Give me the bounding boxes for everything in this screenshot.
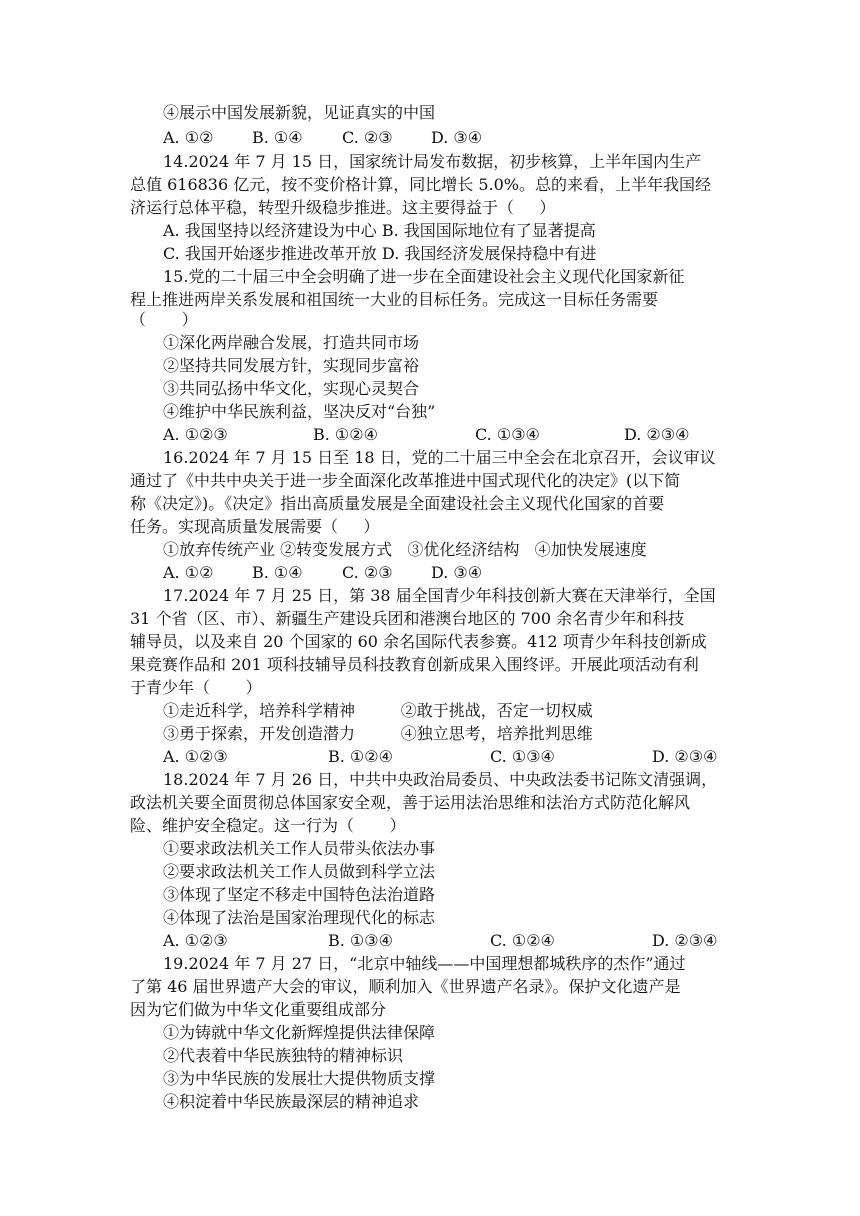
question-15-line: 15.党的二十届三中全会明确了进一步在全面建设社会主义现代化国家新征	[163, 267, 685, 286]
text-line: 果竞赛作品和 201 项科技辅导员科技教育创新成果入围终评。开展此项活动有利	[130, 655, 699, 674]
statement-3: ③为中华民族的发展壮大提供物质支撑	[163, 1069, 436, 1088]
statements-line: ③勇于探索，开发创造潜力 ④独立思考，培养批判思维	[163, 724, 593, 743]
option-a: A. ①②	[163, 128, 214, 147]
statement-3: ③共同弘扬中华文化，实现心灵契合	[163, 379, 420, 398]
question-19-line: 19.2024 年 7 月 27 日，“北京中轴线——中国理想都城秩序的杰作”通过	[163, 954, 686, 973]
statement-4: ④体现了法治是国家治理现代化的标志	[163, 908, 436, 927]
answer-options	[0, 563, 860, 585]
option-c: C. ②③	[342, 563, 393, 582]
question-18-line: 18.2024 年 7 月 26 日，中共中央政治局委员、中央政法委书记陈文清强调，	[163, 770, 718, 789]
statement-2: ②要求政法机关工作人员做到科学立法	[163, 862, 436, 881]
text-line: 程上推进两岸关系发展和祖国统一大业的目标任务。完成这一目标任务需要	[130, 290, 659, 309]
option-d: D. ②③④	[652, 747, 718, 766]
question-14-line: 14.2024 年 7 月 15 日，国家统计局发布数据，初步核算，上半年国内生产	[163, 152, 702, 171]
statement-2: ②代表着中华民族独特的精神标识	[163, 1046, 404, 1065]
text-line: 通过了《中共中央关于进一步全面深化改革推进中国式现代化的决定》(以下简	[130, 471, 681, 490]
text-line: 济运行总体平稳，转型升级稳步推进。这主要得益于（ ）	[130, 198, 556, 217]
text-line: 任务。实现高质量发展需要（ ）	[130, 517, 380, 536]
statements-line: ①放弃传统产业 ②转变发展方式 ③优化经济结构 ④加快发展速度	[163, 540, 647, 559]
text-line: 31 个省（区、市）、新疆生产建设兵团和港澳台地区的 700 余名青少年和科技	[130, 609, 685, 628]
option-c: C. ②③	[342, 128, 393, 147]
question-16-line: 16.2024 年 7 月 15 日至 18 日，党的二十届三中全会在北京召开，会议审议	[163, 448, 716, 467]
answer-options	[0, 128, 860, 150]
text-line: 称《决定》)。《决定》指出高质量发展是全面建设社会主义现代化国家的首要	[130, 494, 665, 513]
statement-1: ①深化两岸融合发展，打造共同市场	[163, 333, 420, 352]
statement-4: ④维护中华民族利益，坚决反对“台独”	[163, 402, 436, 421]
option-line: A. 我国坚持以经济建设为中心 B. 我国国际地位有了显著提高	[163, 221, 596, 240]
text-line: 险、维护安全稳定。这一行为（ ）	[130, 816, 406, 835]
option-line: C. 我国开始逐步推进改革开放 D. 我国经济发展保持稳中有进	[163, 244, 597, 263]
text-line: 因为它们做为中华文化重要组成部分	[130, 1000, 387, 1019]
option-c: C. ①②④	[490, 931, 555, 950]
option-c: C. ①③④	[490, 747, 555, 766]
option-d: D. ②③④	[624, 425, 690, 444]
text-line: 辅导员，以及来自 20 个国家的 60 余名国际代表参赛。412 项青少年科技创新成	[130, 632, 707, 651]
statement-1: ①要求政法机关工作人员带头依法办事	[163, 839, 436, 858]
option-a: A. ①②	[163, 563, 214, 582]
statement-2: ②坚持共同发展方针，实现同步富裕	[163, 356, 420, 375]
statement-1: ①为铸就中华文化新辉煌提供法律保障	[163, 1023, 436, 1042]
text-line: ④展示中国发展新貌，见证真实的中国	[163, 103, 436, 122]
text-line: 总值 616836 亿元，按不变价格计算，同比增长 5.0%。总的来看，上半年我国经	[130, 175, 711, 194]
option-b: B. ①③④	[328, 931, 393, 950]
statement-4: ④积淀着中华民族最深层的精神追求	[163, 1092, 420, 1111]
option-b: B. ①④	[252, 563, 303, 582]
answer-options	[0, 425, 860, 447]
answer-options	[0, 747, 860, 769]
text-line: 了第 46 届世界遗产大会的审议，顺利加入《世界遗产名录》。保护文化遗产是	[130, 977, 681, 996]
statements-line: ①走近科学，培养科学精神 ②敢于挑战，否定一切权威	[163, 701, 593, 720]
question-17-line: 17.2024 年 7 月 25 日，第 38 届全国青少年科技创新大赛在天津举行，全国	[163, 586, 716, 605]
option-d: D. ③④	[431, 563, 483, 582]
answer-options	[0, 931, 860, 953]
answer-blank: （ ）	[130, 310, 198, 329]
statement-3: ③体现了坚定不移走中国特色法治道路	[163, 885, 436, 904]
option-a: A. ①②③	[163, 747, 228, 766]
option-a: A. ①②③	[163, 425, 228, 444]
option-c: C. ①③④	[475, 425, 540, 444]
option-d: D. ②③④	[652, 931, 718, 950]
text-line: 于青少年（ ）	[130, 678, 262, 697]
option-a: A. ①②③	[163, 931, 228, 950]
option-d: D. ③④	[431, 128, 483, 147]
option-b: B. ①④	[252, 128, 303, 147]
text-line: 政法机关要全面贯彻总体国家安全观，善于运用法治思维和法治方式防范化解风	[130, 793, 691, 812]
option-b: B. ①②④	[313, 425, 378, 444]
option-b: B. ①②④	[328, 747, 393, 766]
